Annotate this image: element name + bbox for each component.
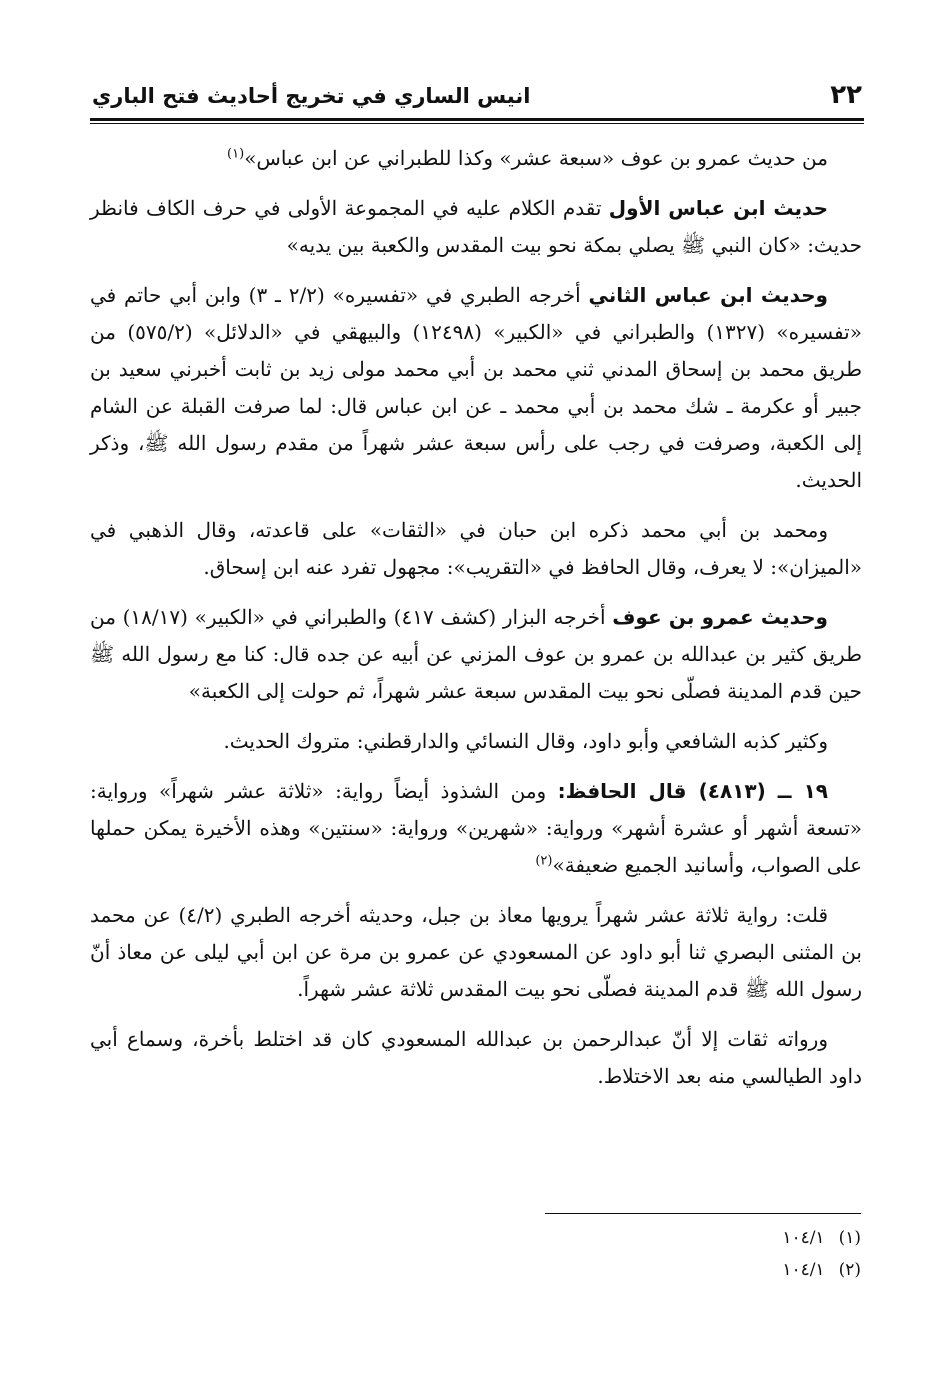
paragraph [90,773,862,884]
paragraph-text: ورواته ثقات إلا أنّ عبدالرحمن بن عبدالله المسعودي كان قد اختلط بأخرة، وسماع أبي داود الطيالسي منه بعد الاختلاط. [90,1027,862,1088]
paragraph-text: وكثير كذبه الشافعي وأبو داود، وقال النسائي والدارقطني: متروك الحديث. [223,729,828,753]
paragraph-text: من حديث عمرو بن عوف «سبعة عشر» وكذا للطبراني عن ابن عباس» [244,146,828,170]
footnote [561,1254,861,1286]
paragraph [90,723,862,760]
paragraph [90,190,862,264]
footnote-marker: (٢) [838,1260,861,1280]
paragraph-lead: وحديث ابن عباس الثاني [588,283,828,307]
footnote-marker: (١) [838,1228,861,1248]
paragraph-lead: حديث ابن عباس الأول [608,196,828,220]
paragraph-text: أخرجه الطبري في «تفسيره» (٢/٢ ـ ٣) وابن أبي حاتم في «تفسيره» (١٣٢٧) والطبراني في «الكبير» (١٢٤٩٨) والبيهقي في «الدلائل» (٥٧٥/٢) من طريق محمد بن إسحاق المدني ثني محمد بن أبي محمد مولى زيد بن ثابت أخبرني سعيد بن جبير أو عكرمة ـ شك محمد بن أبي محمد ـ عن ابن عباس قال: لما صرفت القبلة عن الشام إلى الكعبة، وصرفت في رجب على رأس سبعة عشر شهراً من مقدم رسول الله ﷺ، وذكر الحديث. [90,283,862,492]
paragraph [90,277,862,499]
footnote-text: ١٠٤/١ [782,1228,825,1248]
paragraph [90,512,862,586]
paragraph-text: ومن الشذوذ أيضاً رواية: «ثلاثة عشر شهراً» ورواية: «تسعة أشهر أو عشرة أشهر» ورواية: «شهرين» ورواية: «سنتين» وهذه الأخيرة يمكن حملها على الصواب، وأسانيد الجميع ضعيفة» [90,779,862,877]
footnote [561,1222,861,1254]
footnote-rule [545,1213,861,1214]
footnote-reference: (١) [227,146,245,162]
paragraph-lead: وحديث عمرو بن عوف [612,605,828,629]
footnote-text: ١٠٤/١ [782,1260,825,1280]
paragraph [90,1021,862,1095]
paragraph-text: أخرجه البزار (كشف ٤١٧) والطبراني في «الكبير» (١٨/١٧) من طريق كثير بن عبدالله بن عمرو بن عوف المزني عن أبيه عن جده قال: كنا مع رسول الله ﷺ حين قدم المدينة فصلّى نحو بيت المقدس سبعة عشر شهراً، ثم حولت إلى الكعبة» [90,605,862,703]
paragraph-text: ومحمد بن أبي محمد ذكره ابن حبان في «الثقات» على قاعدته، وقال الذهبي في «الميزان»: لا يعرف، وقال الحافظ في «التقريب»: مجهول تفرد عنه ابن إسحاق. [90,518,862,579]
paragraph [90,897,862,1008]
paragraph [90,599,862,710]
paragraph-lead: ١٩ ــ (٤٨١٣) قال الحافظ: [557,779,828,803]
header-rule [90,118,864,124]
paragraph-text: قلت: رواية ثلاثة عشر شهراً يرويها معاذ بن جبل، وحديثه أخرجه الطبري (٤/٢) عن محمد بن المثنى البصري ثنا أبو داود عن المسعودي عن عمرو بن مرة عن ابن أبي ليلى عن معاذ أنّ رسول الله ﷺ قدم المدينة فصلّى نحو بيت المقدس ثلاثة عشر شهراً. [90,903,862,1001]
page-header [92,80,862,120]
running-title: انيس الساري في تخريج أحاديث فتح الباري [92,84,531,108]
paragraph-text: تقدم الكلام عليه في المجموعة الأولى في حرف الكاف فانظر حديث: «كان النبي ﷺ يصلي بمكة نحو بيت المقدس والكعبة بين يديه» [90,196,862,257]
body-text [90,140,862,1108]
footnotes [561,1222,861,1286]
paragraph [90,140,862,177]
footnote-reference: (٢) [535,853,553,869]
page-number: ٢٢ [830,80,862,110]
